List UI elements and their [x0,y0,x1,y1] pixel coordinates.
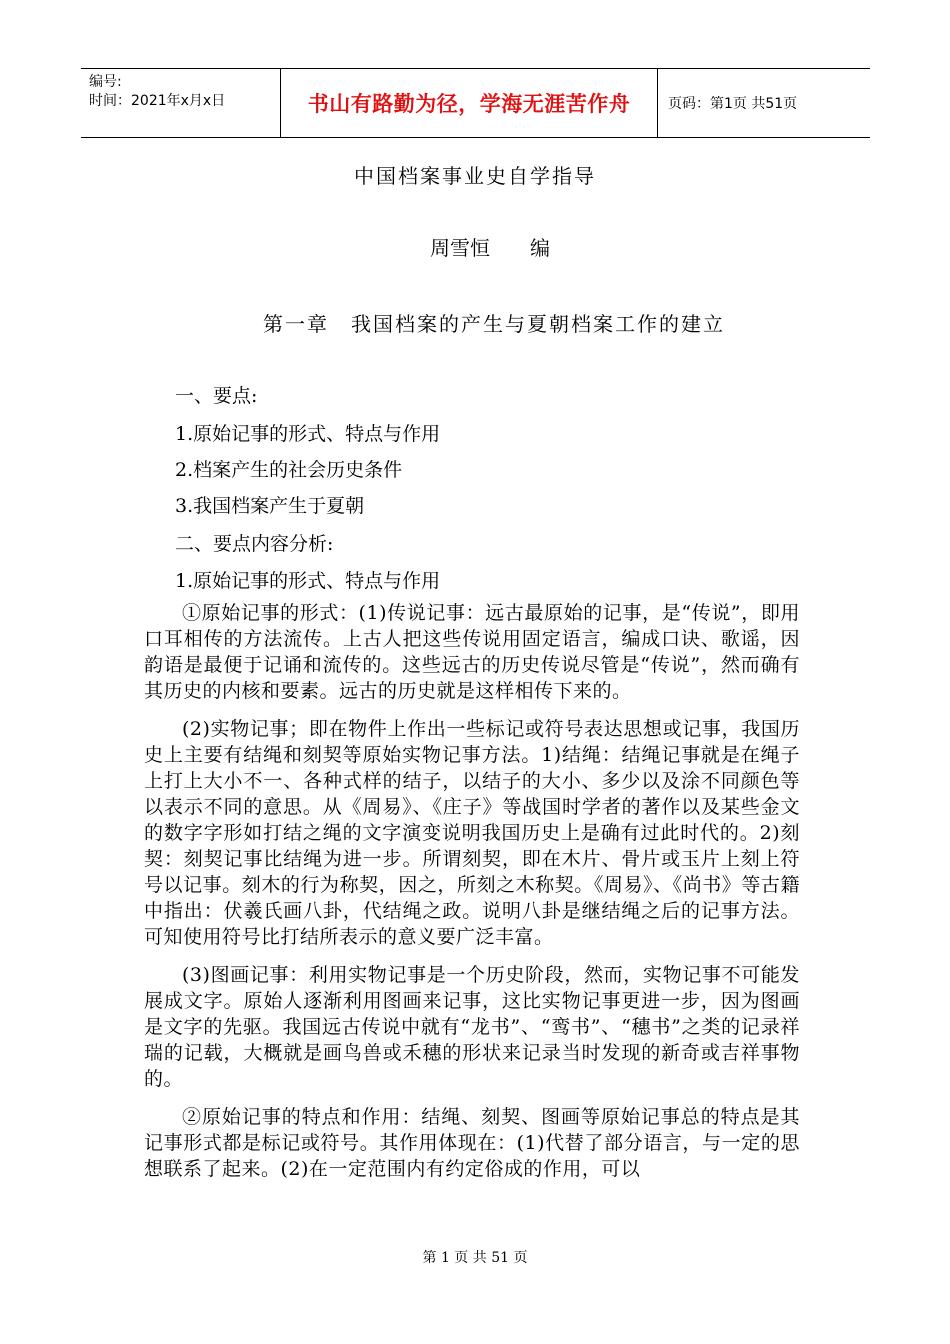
document-title: 中国档案事业史自学指导 [354,164,596,188]
header-meta [81,69,281,137]
body-content [144,600,800,1194]
header-page-info: 页码：第1页 共51页 [668,96,798,112]
outline-item: 1.原始记事的形式、特点与作用 [175,570,441,592]
outline-item: 2.档案产生的社会历史条件 [175,459,403,481]
page-footer: 第 1 页 共 51 页 [422,1250,528,1266]
paragraph: (3)图画记事：利用实物记事是一个历史阶段，然而，实物记事不可能发展成文字。原始人逐渐利用图画来记事，这比实物记事更进一步，因为图画是文字的先驱。我国远古传说中就有“龙书”、“鸾书”、“穗书”之类的记录祥瑞的记载，大概就是画鸟兽或禾穗的形状来记录当时发现的新奇或吉祥事物的。 [144,964,800,1090]
paragraph: ①原始记事的形式：(1)传说记事：远古最原始的记事，是“传说”，即用口耳相传的方法流传。上古人把这些传说用固定语言，编成口诀、歌谣，因韵语是最便于记诵和流传的。这些远古的历史传说尽管是“传说”，然而确有其历史的内核和要素。远古的历史就是这样相传下来的。 [144,602,800,702]
author-name: 周雪恒 [430,236,490,260]
motto-text: 书山有路勤为径，学海无涯苦作舟 [307,92,631,116]
outline-item: 一、要点: [175,385,258,407]
author-role: 编 [530,236,550,260]
time-label: 时间：2021年x月x日 [89,93,226,109]
author-line [430,232,550,261]
outline-item: 3.我国档案产生于夏朝 [175,495,365,517]
number-label: 编号: [89,74,122,90]
header-motto-cell [281,69,658,137]
outline-item: 二、要点内容分析: [175,533,334,555]
page-header [81,68,870,138]
outline-item: 1.原始记事的形式、特点与作用 [175,423,441,445]
chapter-heading: 第一章 我国档案的产生与夏朝档案工作的建立 [263,312,725,336]
paragraph: (2)实物记事；即在物件上作出一些标记或符号表达思想或记事，我国历史上主要有结绳和刻契等原始实物记事方法。1)结绳：结绳记事就是在绳子上打上大小不一、各种式样的结子，以结子的大小、多少以及涂不同颜色等以表示不同的意思。从《周易》、《庄子》等战国时学者的著作以及某些金文的数字字形如打结之绳的文字演变说明我国历史上是确有过此时代的。2)刻契：刻契记事比结绳为进一步。所谓刻契，即在木片、骨片或玉片上刻上符号以记事。刻木的行为称契，因之，所刻之木称契。《周易》、《尚书》等古籍中指出：伏羲氏画八卦，代结绳之政。说明八卦是继结绳之后的记事方法。可知使用符号比打结所表示的意义要广泛丰富。 [144,718,800,948]
paragraph: ②原始记事的特点和作用：结绳、刻契、图画等原始记事总的特点是其记事形式都是标记或符号。其作用体现在：(1)代替了部分语言，与一定的思想联系了起来。(2)在一定范围内有约定俗成的作用，可以 [144,1106,800,1180]
